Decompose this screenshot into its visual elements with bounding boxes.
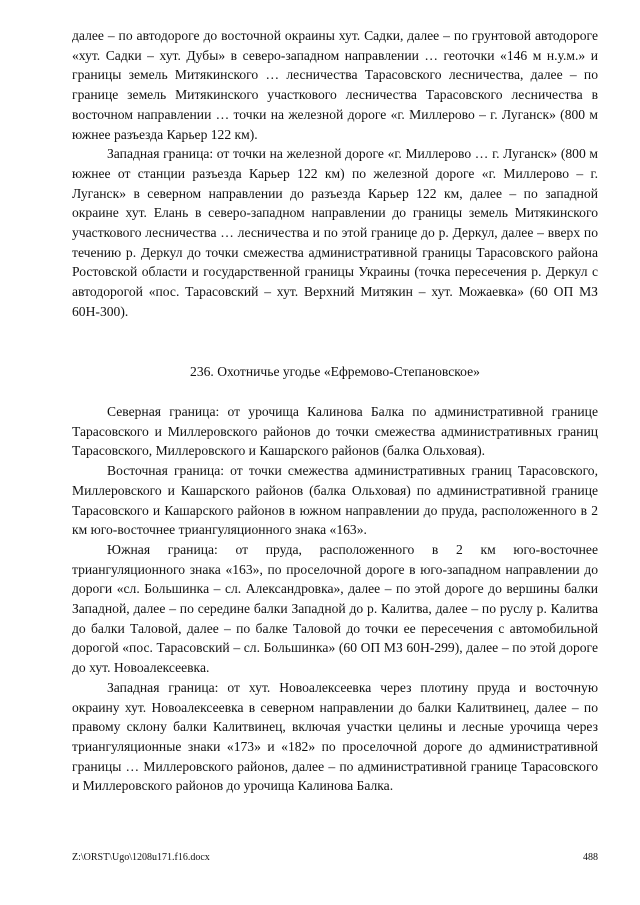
paragraph-continuation: далее – по автодороге до восточной окраины хут. Садки, далее – по грунтовой автодороге «хут. Садки – хут. Дубы» в северо-западном направлении … геоточки «146 м н.у.м.» и границы земель Митякинского … лесничества Тарасовского лесничества, далее – по границе земель Митякинского участкового лесничества Тарасовского лесничества в восточном направлении … точки на железной дороге «г. Миллерово – г. Луганск» (800 м южнее разъезда Карьер 122 км).: [72, 28, 598, 142]
text-block-section-236: [72, 402, 598, 796]
paragraph-east-border: Восточная граница: от точки смежества административных границ Тарасовского, Миллеровского и Кашарского районов (балка Ольховая) по административной границе Тарасовского и Кашарского районов в южном направлении до пруда, расположенного в 2 км юго-восточнее триангуляционного знака «163».: [72, 463, 598, 538]
text-block-continued: [72, 26, 598, 322]
paragraph-west-border-2: Западная граница: от хут. Новоалексеевка через плотину пруда и восточную окраину хут. Новоалексеевка в северном направлении до балки Калитвинец, далее – по правому склону балки Калитвинец, включая участки целины и лесные урочища через триангуляционные знаки «173» и «182» по проселочной дороге до административной границы … Миллеровского районов, далее – по административной границе Тарасовского и Миллеровского районов до урочища Калинова Балка.: [72, 679, 598, 794]
section-heading: 236. Охотничье угодье «Ефремово-Степановское»: [190, 364, 480, 379]
paragraph-west-border-1: Западная граница: от точки на железной дороге «г. Миллерово … г. Луганск» (800 м южнее от станции разъезда Карьер 122 км) по железной дороге «г. Миллерово – г. Луганск» в северном направлении до разъезда Карьер 122 км, далее – по западной окраине хут. Елань в северо-западном направлении до границы земель Митякинского участкового лесничества … лесничества и по этой границе до р. Деркул, далее – вверх по течению р. Деркул до точки смежества административной границы Тарасовского района Ростовской области и государственной границы Украины (точка пересечения р. Деркул с автодорогой «пос. Тарасовский – хут. Верхний Митякин – хут. Можаевка» (60 ОП МЗ 60Н-300).: [72, 146, 598, 319]
page-footer: [72, 852, 598, 864]
file-path: Z:\ORST\Ugo\1208u171.f16.docx: [72, 852, 210, 863]
paragraph-south-border: Южная граница: от пруда, расположенного в 2 км юго-восточнее триангуляционного знака «163», по проселочной дороге в юго-западном направлении до дороги «сл. Большинка – сл. Александровка», далее – по этой дороге до вершины балки Западной, далее – по середине балки Западной до р. Калитва, далее – по руслу р. Калитва до балки Таловой, далее – по балке Таловой до точки ее пересечения с автомобильной дорогой «пос. Тарасовский – сл. Большинка» (60 ОП МЗ 60Н-299), далее – по этой дороге до хут. Новоалексеевка.: [72, 541, 598, 676]
page-number: 488: [583, 852, 598, 863]
paragraph-north-border: Северная граница: от урочища Калинова Балка по административной границе Тарасовского и Миллеровского районов до точки смежества административных границ Тарасовского, Миллеровского и Кашарского районов (балка Ольховая).: [72, 404, 598, 459]
